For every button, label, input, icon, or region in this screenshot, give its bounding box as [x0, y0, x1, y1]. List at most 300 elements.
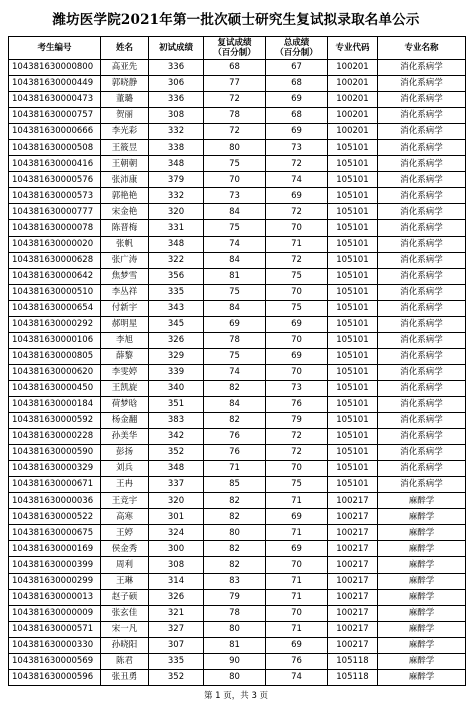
- cell-prelim-score: 308: [149, 108, 204, 124]
- cell-prelim-score: 348: [149, 461, 204, 477]
- cell-major-code: 105101: [328, 477, 378, 493]
- cell-name: 张丑勇: [101, 669, 149, 685]
- cell-retest-score: 80: [204, 140, 266, 156]
- cell-candidate-id: 104381630000777: [9, 204, 101, 220]
- table-header-row: [9, 37, 466, 60]
- table-row: [9, 637, 466, 653]
- cell-major-name: 消化系病学: [378, 332, 466, 348]
- table-row: [9, 461, 466, 477]
- cell-name: 侯金秀: [101, 541, 149, 557]
- header-total-line1: 总成绩: [283, 38, 310, 48]
- cell-major-code: 105101: [328, 445, 378, 461]
- cell-major-name: 麻醉学: [378, 653, 466, 669]
- cell-major-name: 消化系病学: [378, 413, 466, 429]
- cell-total-score: 69: [266, 348, 328, 364]
- cell-prelim-score: 308: [149, 557, 204, 573]
- cell-name: 王凯旋: [101, 380, 149, 396]
- cell-retest-score: 75: [204, 220, 266, 236]
- cell-retest-score: 82: [204, 493, 266, 509]
- cell-retest-score: 84: [204, 252, 266, 268]
- table-row: [9, 380, 466, 396]
- cell-name: 王竞宇: [101, 493, 149, 509]
- cell-major-name: 消化系病学: [378, 156, 466, 172]
- cell-retest-score: 84: [204, 396, 266, 412]
- cell-candidate-id: 104381630000590: [9, 445, 101, 461]
- cell-prelim-score: 324: [149, 525, 204, 541]
- cell-prelim-score: 322: [149, 252, 204, 268]
- cell-name: 荷梦晗: [101, 396, 149, 412]
- cell-retest-score: 81: [204, 637, 266, 653]
- cell-major-name: 消化系病学: [378, 348, 466, 364]
- cell-major-code: 105118: [328, 653, 378, 669]
- table-row: [9, 172, 466, 188]
- cell-major-code: 100217: [328, 605, 378, 621]
- cell-name: 张广涛: [101, 252, 149, 268]
- cell-total-score: 74: [266, 172, 328, 188]
- cell-prelim-score: 348: [149, 156, 204, 172]
- cell-retest-score: 72: [204, 92, 266, 108]
- cell-retest-score: 70: [204, 172, 266, 188]
- cell-major-code: 100201: [328, 108, 378, 124]
- cell-major-name: 消化系病学: [378, 284, 466, 300]
- header-retest-line1: 复试成绩: [217, 38, 252, 48]
- cell-major-name: 消化系病学: [378, 76, 466, 92]
- cell-candidate-id: 104381630000800: [9, 60, 101, 76]
- cell-major-name: 消化系病学: [378, 220, 466, 236]
- cell-candidate-id: 104381630000666: [9, 124, 101, 140]
- cell-name: 郝明星: [101, 316, 149, 332]
- cell-candidate-id: 104381630000106: [9, 332, 101, 348]
- cell-major-name: 消化系病学: [378, 124, 466, 140]
- table-row: [9, 557, 466, 573]
- cell-major-name: 麻醉学: [378, 669, 466, 685]
- cell-retest-score: 82: [204, 541, 266, 557]
- cell-retest-score: 82: [204, 413, 266, 429]
- header-candidate-id: 考生编号: [9, 37, 101, 60]
- cell-total-score: 71: [266, 525, 328, 541]
- cell-total-score: 70: [266, 461, 328, 477]
- cell-candidate-id: 104381630000169: [9, 541, 101, 557]
- cell-major-name: 麻醉学: [378, 493, 466, 509]
- header-major-code: 专业代码: [328, 37, 378, 60]
- cell-candidate-id: 104381630000805: [9, 348, 101, 364]
- cell-retest-score: 80: [204, 525, 266, 541]
- cell-name: 张沛康: [101, 172, 149, 188]
- cell-major-name: 麻醉学: [378, 637, 466, 653]
- table-row: [9, 573, 466, 589]
- cell-retest-score: 73: [204, 188, 266, 204]
- cell-total-score: 72: [266, 445, 328, 461]
- cell-major-code: 100201: [328, 60, 378, 76]
- cell-total-score: 70: [266, 332, 328, 348]
- cell-retest-score: 84: [204, 300, 266, 316]
- cell-total-score: 69: [266, 316, 328, 332]
- cell-prelim-score: 383: [149, 413, 204, 429]
- cell-candidate-id: 104381630000299: [9, 573, 101, 589]
- table-row: [9, 316, 466, 332]
- cell-candidate-id: 104381630000329: [9, 461, 101, 477]
- cell-major-code: 100217: [328, 621, 378, 637]
- table-row: [9, 589, 466, 605]
- cell-major-code: 100217: [328, 589, 378, 605]
- cell-total-score: 69: [266, 124, 328, 140]
- cell-total-score: 75: [266, 477, 328, 493]
- table-row: [9, 60, 466, 76]
- table-row: [9, 669, 466, 685]
- cell-candidate-id: 104381630000330: [9, 637, 101, 653]
- cell-major-name: 消化系病学: [378, 268, 466, 284]
- cell-candidate-id: 104381630000450: [9, 380, 101, 396]
- cell-prelim-score: 336: [149, 92, 204, 108]
- cell-major-code: 105101: [328, 236, 378, 252]
- cell-total-score: 79: [266, 413, 328, 429]
- cell-retest-score: 77: [204, 76, 266, 92]
- cell-total-score: 72: [266, 156, 328, 172]
- cell-major-code: 105101: [328, 268, 378, 284]
- cell-name: 彭扬: [101, 445, 149, 461]
- cell-total-score: 67: [266, 60, 328, 76]
- cell-major-name: 消化系病学: [378, 60, 466, 76]
- cell-name: 刘兵: [101, 461, 149, 477]
- cell-total-score: 71: [266, 621, 328, 637]
- cell-total-score: 74: [266, 669, 328, 685]
- cell-prelim-score: 306: [149, 76, 204, 92]
- table-body: [9, 60, 466, 686]
- table-row: [9, 541, 466, 557]
- cell-candidate-id: 104381630000473: [9, 92, 101, 108]
- cell-major-code: 100217: [328, 493, 378, 509]
- cell-prelim-score: 320: [149, 493, 204, 509]
- cell-retest-score: 78: [204, 605, 266, 621]
- cell-total-score: 70: [266, 605, 328, 621]
- cell-major-name: 消化系病学: [378, 236, 466, 252]
- cell-major-code: 100217: [328, 525, 378, 541]
- cell-major-code: 105101: [328, 204, 378, 220]
- cell-candidate-id: 104381630000571: [9, 621, 101, 637]
- cell-major-code: 105101: [328, 461, 378, 477]
- table-row: [9, 653, 466, 669]
- cell-candidate-id: 104381630000569: [9, 653, 101, 669]
- cell-prelim-score: 332: [149, 188, 204, 204]
- cell-major-code: 105101: [328, 332, 378, 348]
- cell-retest-score: 72: [204, 124, 266, 140]
- cell-total-score: 70: [266, 284, 328, 300]
- table-row: [9, 477, 466, 493]
- cell-major-code: 100201: [328, 124, 378, 140]
- cell-major-code: 100217: [328, 557, 378, 573]
- cell-major-code: 105101: [328, 429, 378, 445]
- cell-prelim-score: 351: [149, 396, 204, 412]
- cell-retest-score: 71: [204, 461, 266, 477]
- table-row: [9, 76, 466, 92]
- cell-prelim-score: 301: [149, 509, 204, 525]
- cell-prelim-score: 300: [149, 541, 204, 557]
- cell-major-code: 100217: [328, 509, 378, 525]
- cell-prelim-score: 356: [149, 268, 204, 284]
- cell-name: 李雯婷: [101, 364, 149, 380]
- cell-major-name: 消化系病学: [378, 445, 466, 461]
- table-row: [9, 92, 466, 108]
- cell-major-code: 105101: [328, 140, 378, 156]
- cell-major-name: 消化系病学: [378, 252, 466, 268]
- cell-prelim-score: 343: [149, 300, 204, 316]
- cell-prelim-score: 337: [149, 477, 204, 493]
- cell-name: 周利: [101, 557, 149, 573]
- table-row: [9, 621, 466, 637]
- cell-retest-score: 75: [204, 348, 266, 364]
- cell-retest-score: 75: [204, 284, 266, 300]
- cell-major-name: 消化系病学: [378, 380, 466, 396]
- cell-name: 焦梦雪: [101, 268, 149, 284]
- cell-major-name: 消化系病学: [378, 108, 466, 124]
- cell-major-name: 麻醉学: [378, 509, 466, 525]
- table-row: [9, 124, 466, 140]
- cell-major-name: 消化系病学: [378, 300, 466, 316]
- cell-total-score: 69: [266, 509, 328, 525]
- table-row: [9, 268, 466, 284]
- cell-name: 薛黎: [101, 348, 149, 364]
- table-row: [9, 413, 466, 429]
- cell-major-code: 105101: [328, 300, 378, 316]
- cell-major-name: 麻醉学: [378, 605, 466, 621]
- cell-retest-score: 82: [204, 509, 266, 525]
- cell-major-name: 麻醉学: [378, 525, 466, 541]
- cell-candidate-id: 104381630000184: [9, 396, 101, 412]
- cell-total-score: 73: [266, 140, 328, 156]
- cell-candidate-id: 104381630000522: [9, 509, 101, 525]
- cell-major-code: 105101: [328, 316, 378, 332]
- cell-major-code: 100217: [328, 637, 378, 653]
- header-total-score: [266, 37, 328, 60]
- cell-major-code: 105101: [328, 172, 378, 188]
- cell-prelim-score: 335: [149, 284, 204, 300]
- cell-name: 宋一凡: [101, 621, 149, 637]
- cell-candidate-id: 104381630000416: [9, 156, 101, 172]
- cell-candidate-id: 104381630000592: [9, 413, 101, 429]
- cell-retest-score: 78: [204, 108, 266, 124]
- cell-major-name: 消化系病学: [378, 477, 466, 493]
- cell-name: 王婷: [101, 525, 149, 541]
- cell-name: 杨金翻: [101, 413, 149, 429]
- cell-retest-score: 80: [204, 621, 266, 637]
- cell-candidate-id: 104381630000036: [9, 493, 101, 509]
- table-row: [9, 156, 466, 172]
- cell-name: 陈晋梅: [101, 220, 149, 236]
- table-row: [9, 204, 466, 220]
- cell-retest-score: 82: [204, 380, 266, 396]
- cell-major-code: 105118: [328, 669, 378, 685]
- cell-total-score: 71: [266, 236, 328, 252]
- cell-major-code: 105101: [328, 413, 378, 429]
- cell-candidate-id: 104381630000675: [9, 525, 101, 541]
- cell-prelim-score: 339: [149, 364, 204, 380]
- table-row: [9, 188, 466, 204]
- header-prelim-score: 初试成绩: [149, 37, 204, 60]
- cell-candidate-id: 104381630000020: [9, 236, 101, 252]
- cell-name: 李旭: [101, 332, 149, 348]
- header-retest-score: [204, 37, 266, 60]
- cell-prelim-score: 332: [149, 124, 204, 140]
- table-row: [9, 364, 466, 380]
- cell-total-score: 71: [266, 589, 328, 605]
- cell-candidate-id: 104381630000620: [9, 364, 101, 380]
- cell-name: 宋金艳: [101, 204, 149, 220]
- cell-major-name: 麻醉学: [378, 621, 466, 637]
- header-total-line2: （百分制）: [275, 48, 318, 58]
- table-row: [9, 252, 466, 268]
- cell-prelim-score: 320: [149, 204, 204, 220]
- cell-candidate-id: 104381630000508: [9, 140, 101, 156]
- cell-name: 王冉: [101, 477, 149, 493]
- table-row: [9, 140, 466, 156]
- cell-name: 李丛祥: [101, 284, 149, 300]
- cell-prelim-score: 345: [149, 316, 204, 332]
- cell-candidate-id: 104381630000642: [9, 268, 101, 284]
- table-row: [9, 236, 466, 252]
- cell-prelim-score: 326: [149, 332, 204, 348]
- table-row: [9, 396, 466, 412]
- cell-total-score: 70: [266, 220, 328, 236]
- cell-retest-score: 76: [204, 429, 266, 445]
- cell-retest-score: 84: [204, 204, 266, 220]
- cell-name: 贺丽: [101, 108, 149, 124]
- cell-name: 高寒: [101, 509, 149, 525]
- cell-name: 高亚先: [101, 60, 149, 76]
- cell-major-name: 麻醉学: [378, 557, 466, 573]
- cell-major-code: 105101: [328, 188, 378, 204]
- cell-major-code: 100201: [328, 76, 378, 92]
- cell-major-code: 100217: [328, 541, 378, 557]
- cell-total-score: 72: [266, 204, 328, 220]
- cell-prelim-score: 314: [149, 573, 204, 589]
- cell-name: 郭艳艳: [101, 188, 149, 204]
- cell-name: 付新宇: [101, 300, 149, 316]
- cell-name: 张玄佳: [101, 605, 149, 621]
- cell-total-score: 69: [266, 92, 328, 108]
- cell-total-score: 73: [266, 380, 328, 396]
- cell-total-score: 68: [266, 108, 328, 124]
- cell-major-code: 105101: [328, 380, 378, 396]
- cell-candidate-id: 104381630000757: [9, 108, 101, 124]
- table-row: [9, 348, 466, 364]
- cell-major-name: 消化系病学: [378, 204, 466, 220]
- cell-name: 赵子硕: [101, 589, 149, 605]
- cell-candidate-id: 104381630000671: [9, 477, 101, 493]
- table-row: [9, 108, 466, 124]
- cell-candidate-id: 104381630000576: [9, 172, 101, 188]
- cell-retest-score: 69: [204, 316, 266, 332]
- cell-name: 王琳: [101, 573, 149, 589]
- cell-major-code: 105101: [328, 220, 378, 236]
- table-row: [9, 445, 466, 461]
- cell-total-score: 71: [266, 493, 328, 509]
- cell-retest-score: 76: [204, 445, 266, 461]
- cell-prelim-score: 329: [149, 348, 204, 364]
- cell-prelim-score: 321: [149, 605, 204, 621]
- cell-candidate-id: 104381630000596: [9, 669, 101, 685]
- cell-major-code: 105101: [328, 396, 378, 412]
- cell-candidate-id: 104381630000078: [9, 220, 101, 236]
- cell-prelim-score: 340: [149, 380, 204, 396]
- cell-candidate-id: 104381630000510: [9, 284, 101, 300]
- cell-retest-score: 85: [204, 477, 266, 493]
- cell-name: 孙美华: [101, 429, 149, 445]
- cell-retest-score: 68: [204, 60, 266, 76]
- cell-major-name: 消化系病学: [378, 188, 466, 204]
- table-row: [9, 525, 466, 541]
- header-major-name: 专业名称: [378, 37, 466, 60]
- cell-major-code: 100217: [328, 573, 378, 589]
- cell-retest-score: 74: [204, 364, 266, 380]
- cell-retest-score: 82: [204, 557, 266, 573]
- table-row: [9, 429, 466, 445]
- cell-major-name: 麻醉学: [378, 589, 466, 605]
- cell-total-score: 75: [266, 300, 328, 316]
- cell-candidate-id: 104381630000628: [9, 252, 101, 268]
- cell-major-name: 消化系病学: [378, 92, 466, 108]
- cell-name: 郭晓静: [101, 76, 149, 92]
- cell-retest-score: 74: [204, 236, 266, 252]
- cell-total-score: 69: [266, 541, 328, 557]
- cell-total-score: 71: [266, 573, 328, 589]
- cell-major-code: 105101: [328, 348, 378, 364]
- cell-retest-score: 79: [204, 589, 266, 605]
- cell-total-score: 75: [266, 268, 328, 284]
- cell-retest-score: 80: [204, 669, 266, 685]
- cell-major-name: 消化系病学: [378, 316, 466, 332]
- cell-prelim-score: 335: [149, 653, 204, 669]
- cell-major-code: 105101: [328, 252, 378, 268]
- cell-major-name: 消化系病学: [378, 364, 466, 380]
- cell-name: 王朝朝: [101, 156, 149, 172]
- cell-total-score: 76: [266, 396, 328, 412]
- cell-major-name: 麻醉学: [378, 573, 466, 589]
- cell-major-code: 100201: [328, 92, 378, 108]
- cell-total-score: 72: [266, 429, 328, 445]
- cell-name: 孙晓阳: [101, 637, 149, 653]
- cell-prelim-score: 352: [149, 445, 204, 461]
- cell-major-code: 105101: [328, 156, 378, 172]
- cell-total-score: 72: [266, 252, 328, 268]
- cell-retest-score: 78: [204, 332, 266, 348]
- cell-prelim-score: 348: [149, 236, 204, 252]
- table-row: [9, 300, 466, 316]
- cell-retest-score: 75: [204, 156, 266, 172]
- cell-total-score: 76: [266, 653, 328, 669]
- cell-total-score: 68: [266, 76, 328, 92]
- table-row: [9, 493, 466, 509]
- cell-candidate-id: 104381630000573: [9, 188, 101, 204]
- cell-total-score: 69: [266, 637, 328, 653]
- cell-major-name: 消化系病学: [378, 172, 466, 188]
- cell-total-score: 70: [266, 364, 328, 380]
- cell-candidate-id: 104381630000399: [9, 557, 101, 573]
- cell-prelim-score: 326: [149, 589, 204, 605]
- document-title: 潍坊医学院2021年第一批次硕士研究生复试拟录取名单公示: [52, 12, 420, 28]
- cell-major-name: 消化系病学: [378, 429, 466, 445]
- cell-candidate-id: 104381630000013: [9, 589, 101, 605]
- table-row: [9, 284, 466, 300]
- cell-total-score: 70: [266, 557, 328, 573]
- cell-prelim-score: 342: [149, 429, 204, 445]
- cell-retest-score: 81: [204, 268, 266, 284]
- page-footer: 第 1 页，共 3 页: [203, 691, 269, 701]
- cell-major-code: 105101: [328, 364, 378, 380]
- cell-retest-score: 83: [204, 573, 266, 589]
- cell-retest-score: 90: [204, 653, 266, 669]
- cell-name: 王筱昱: [101, 140, 149, 156]
- admission-table: [8, 36, 466, 686]
